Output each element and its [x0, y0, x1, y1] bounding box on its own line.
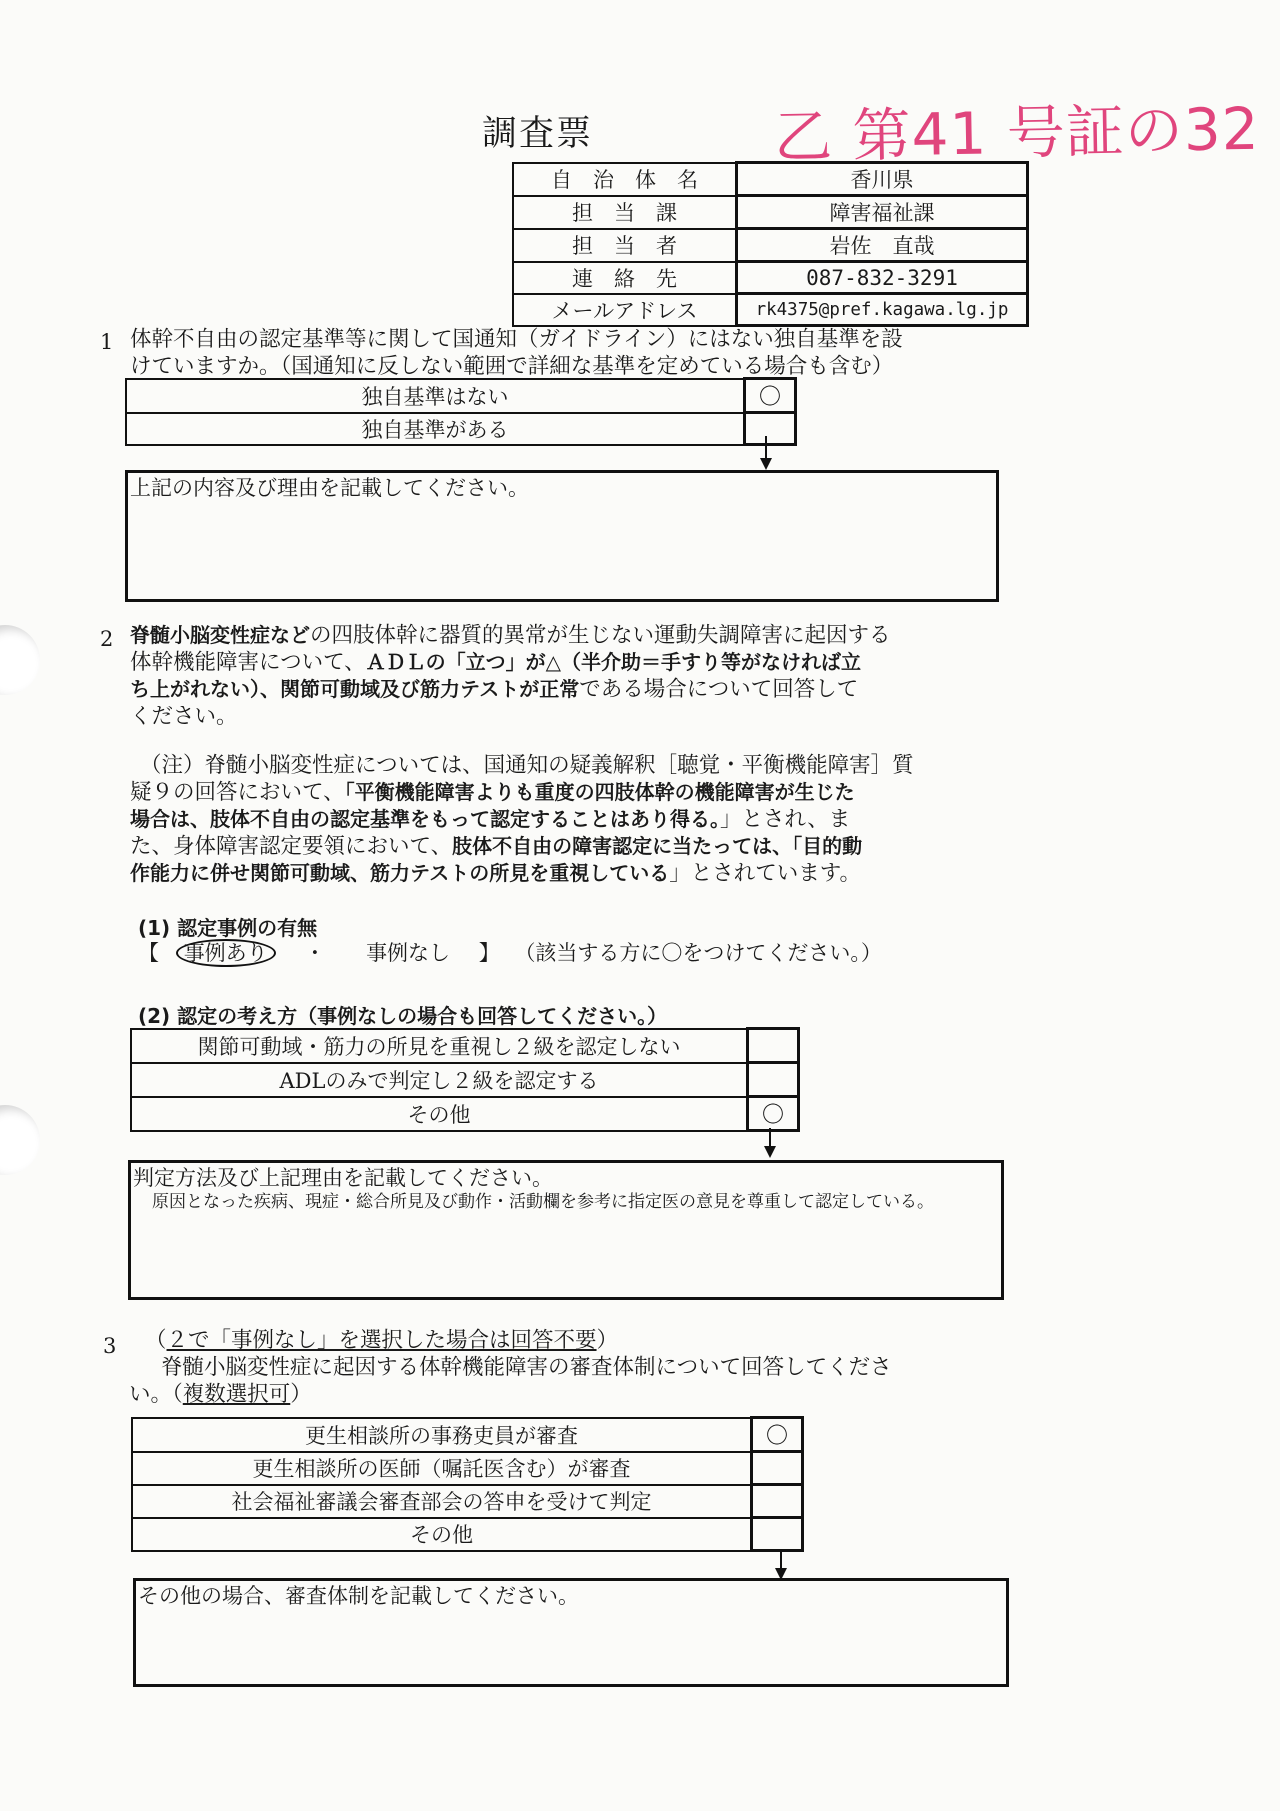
q1-line: けていますか。（国通知に反しない範囲で詳細な基準を定めている場合も含む） [130, 354, 894, 379]
q3-span: い。（ [129, 1382, 183, 1407]
q3-option-row [132, 1452, 803, 1485]
info-label: 連 絡 先 [513, 262, 737, 294]
q1-line: 体幹不自由の認定基準等に関して国通知（ガイドライン）にはない独自基準を設 [130, 327, 903, 352]
arrow-head-icon [760, 458, 772, 470]
option-label: その他 [132, 1518, 752, 1551]
option-label: 関節可動域・筋力の所見を重視し２級を認定しない [131, 1029, 748, 1063]
q3-option-row [132, 1485, 803, 1518]
option-checkbox[interactable] [752, 1485, 803, 1518]
q2-option-row [131, 1063, 799, 1097]
q1-options [125, 377, 797, 446]
info-value: 087-832-3291 [737, 262, 1028, 294]
q1-option-row [126, 379, 796, 413]
info-value: 香川県 [737, 163, 1028, 196]
q2-number: 2 [100, 627, 114, 651]
q3-option-row [132, 1518, 803, 1551]
info-row-email [513, 294, 1028, 326]
q2-text [130, 622, 1010, 730]
q2-sub1-title-text: (1) 認定事例の有無 [138, 916, 318, 940]
q2-sub2-title [138, 1000, 667, 1029]
choice-case-exists-selected[interactable]: 事例あり [176, 939, 276, 967]
q3-answer-box[interactable] [133, 1578, 1009, 1687]
q2-option-row [131, 1097, 799, 1131]
q3-span: ） [290, 1382, 312, 1407]
bracket-open: 【 [138, 941, 159, 965]
q3-paren: （ [145, 1328, 167, 1353]
q1-answer-box[interactable] [125, 470, 999, 602]
option-checkbox[interactable] [748, 1029, 799, 1063]
q2-note-line: （注）脊髄小脳変性症については、国通知の疑義解釈［聴覚・平衡機能障害］質 [140, 753, 914, 778]
q2-note [130, 752, 1010, 887]
q3-option-row [132, 1418, 803, 1452]
option-label: 社会福祉審議会審査部会の答申を受けて判定 [132, 1485, 752, 1518]
option-label: 独自基準がある [126, 413, 745, 445]
q2-options [130, 1027, 800, 1132]
q2-text-span: である場合について回答して [579, 677, 859, 702]
q2-note-span: た、身体障害認定要領において、 [130, 834, 453, 859]
info-label: 自 治 体 名 [513, 163, 737, 196]
info-label: メールアドレス [513, 294, 737, 326]
bracket-close: 】 [478, 941, 500, 965]
q3-paren: ） [596, 1328, 619, 1353]
q3-line: 脊髄小脳変性症に起因する体幹機能障害の審査体制について回答してくださ [161, 1355, 892, 1380]
q3-number: 3 [103, 1334, 117, 1358]
q2-option-row [131, 1029, 799, 1063]
option-checkbox[interactable] [745, 413, 796, 445]
option-checkbox[interactable]: 〇 [745, 379, 796, 413]
q2-note-bold: 「目的動 [792, 834, 863, 858]
option-checkbox[interactable]: 〇 [748, 1097, 799, 1131]
q2-sub1-choices [138, 937, 882, 967]
q2-note-bold: 肢体不自由の障害認定に当たっては、 [452, 834, 793, 858]
info-label: 担 当 者 [513, 229, 737, 262]
q3-skip-note: ２で「事例なし」を選択した場合は回答不要 [166, 1328, 597, 1353]
q2-arrow [769, 1128, 771, 1148]
q2-note-bold: 場合は、肢体不自由の認定基準をもって認定することはあり得る。 [130, 807, 720, 831]
q1-option-row [126, 413, 796, 445]
info-label: 担 当 課 [513, 196, 737, 229]
q2-bold: ＡＤＬの「立つ」が△（半介助＝手すり等がなければ立 [365, 650, 862, 674]
info-value: 岩佐 直哉 [737, 229, 1028, 262]
option-label: ADLのみで判定し２級を認定する [131, 1063, 748, 1097]
q3-options [131, 1416, 804, 1552]
contact-info-table [512, 161, 1029, 327]
q2-answer-box[interactable] [128, 1160, 1004, 1300]
q2-text-span: の四肢体幹に器質的異常が生じない運動失調障害に起因する [310, 623, 891, 648]
option-checkbox[interactable] [752, 1452, 803, 1485]
q2-box-answer: 原因となった疾病、現症・総合所見及び動作・活動欄を参考に指定医の意見を尊重して認定している。 [135, 1192, 934, 1212]
q2-bold: 脊髄小脳変性症など [130, 623, 310, 647]
option-checkbox[interactable]: 〇 [752, 1418, 803, 1452]
q2-note-bold: 作能力に併せ関節可動域、筋力テストの所見を重視している [130, 861, 670, 885]
choice-separator: ・ [304, 941, 326, 965]
q2-text-span: 体幹機能障害について、 [130, 650, 366, 675]
option-label: 独自基準はない [126, 379, 745, 413]
q2-note-bold: 「平衡機能障害よりも重度の四肢体幹の機能障害が生じた [344, 780, 855, 804]
option-checkbox[interactable] [748, 1063, 799, 1097]
q2-note-span: 疑９の回答において、 [130, 780, 345, 805]
arrow-head-icon [764, 1146, 776, 1158]
q3-text [129, 1327, 1005, 1408]
q3-box-prompt: その他の場合、審査体制を記載してください。 [138, 1584, 579, 1608]
option-checkbox[interactable] [752, 1518, 803, 1551]
exhibit-stamp: 乙 第41 号証の32 [773, 94, 1261, 172]
q2-sub2-title-text: (2) 認定の考え方（事例なしの場合も回答してください。） [138, 1004, 668, 1028]
q2-note-span: 」とされています。 [669, 861, 861, 886]
q1-number: 1 [100, 330, 114, 354]
q2-text-span: ください。 [130, 704, 238, 729]
sub1-instruction: （該当する方に〇をつけてください。） [514, 941, 882, 965]
q2-bold: ち上がれない）、関節可動域及び筋力テストが正常 [130, 677, 580, 701]
info-row-phone [513, 262, 1028, 294]
option-label: その他 [131, 1097, 748, 1131]
option-label: 更生相談所の事務吏員が審査 [132, 1418, 752, 1452]
q2-note-span: 」とされ、ま [720, 807, 851, 832]
info-value: rk4375@pref.kagawa.lg.jp [737, 294, 1028, 326]
info-row-department [513, 196, 1028, 229]
page-title: 調査票 [482, 114, 594, 154]
info-row-person [513, 229, 1028, 262]
q3-multi-note: 複数選択可 [182, 1382, 291, 1407]
q1-box-prompt: 上記の内容及び理由を記載してください。 [130, 476, 529, 500]
punch-hole-top [0, 625, 40, 695]
q1-arrow [765, 436, 767, 460]
info-value: 障害福祉課 [737, 196, 1028, 229]
q2-box-prompt: 判定方法及び上記理由を記載してください。 [133, 1166, 553, 1190]
choice-no-case[interactable]: 事例なし [366, 941, 451, 965]
info-row-municipality [513, 163, 1028, 196]
punch-hole-bottom [0, 1105, 40, 1175]
option-label: 更生相談所の医師（嘱託医含む）が審査 [132, 1452, 752, 1485]
q1-text [130, 326, 1010, 380]
